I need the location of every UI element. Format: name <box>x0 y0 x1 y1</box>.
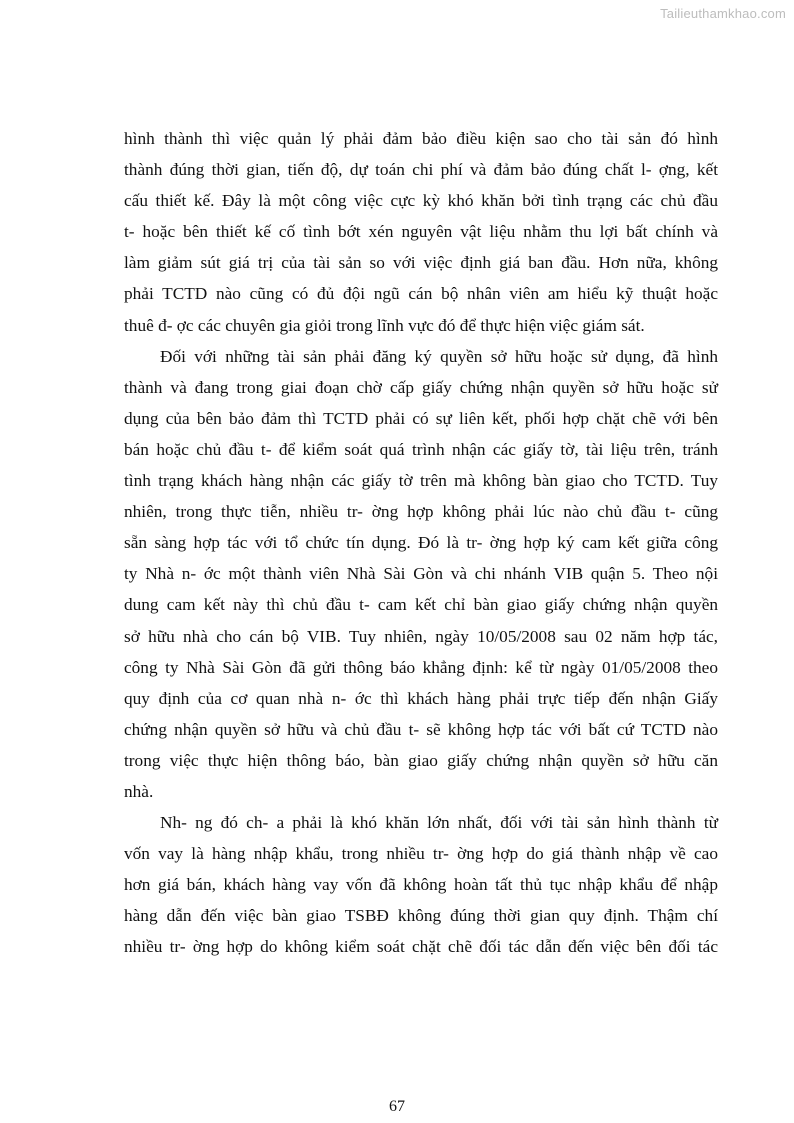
text-line: thuê đ- ợc các chuyên gia giỏi trong lĩnh vực đó để thực hiện việc giám sát. <box>124 315 645 335</box>
paragraph <box>124 341 718 807</box>
text-line: ty Nhà n- ớc một thành viên Nhà Sài Gòn và chi nhánh VIB quận 5. Theo nội <box>124 564 718 584</box>
text-line: phải TCTD nào cũng có đủ đội ngũ cán bộ nhân viên am hiểu kỹ thuật hoặc <box>124 284 718 304</box>
text-line: nhiều tr- ờng hợp do không kiểm soát chặt chẽ đối tác dẫn đến việc bên đối tác <box>124 937 718 957</box>
text-line: dụng của bên bảo đảm thì TCTD phải có sự liên kết, phối hợp chặt chẽ với bên <box>124 408 718 428</box>
text-line: bán hoặc chủ đầu t- để kiểm soát quá trình nhận các giấy tờ, tài liệu trên, tránh <box>124 439 718 459</box>
text-line: nhà. <box>124 781 154 801</box>
text-line: hình thành thì việc quản lý phải đảm bảo điều kiện sao cho tài sản đó hình <box>124 129 718 148</box>
text-line: thành đúng thời gian, tiến độ, dự toán chi phí và đảm bảo đúng chất l- ợng, kết <box>124 160 718 180</box>
paragraph <box>124 807 718 962</box>
text-line: Đối với những tài sản phải đăng ký quyền sở hữu hoặc sử dụng, đã hình <box>160 346 718 366</box>
watermark-text: Tailieuthamkhao.com <box>660 6 786 21</box>
text-line: sở hữu nhà cho cán bộ VIB. Tuy nhiên, ngày 10/05/2008 sau 02 năm hợp tác, <box>124 626 718 646</box>
page-number: 67 <box>389 1098 405 1115</box>
text-line: vốn vay là hàng nhập khẩu, trong nhiều tr- ờng hợp do giá thành nhập về cao <box>124 844 718 864</box>
text-line: cấu thiết kế. Đây là một công việc cực kỳ khó khăn bởi tình trạng các chủ đầu <box>124 191 718 211</box>
text-line: hơn giá bán, khách hàng vay vốn đã không hoàn tất thủ tục nhập khẩu để nhập <box>124 875 718 895</box>
document-body <box>124 123 718 963</box>
text-line: thành và đang trong giai đoạn chờ cấp giấy chứng nhận quyền sở hữu hoặc sử <box>124 377 718 397</box>
text-line: công ty Nhà Sài Gòn đã gửi thông báo khẳng định: kể từ ngày 01/05/2008 theo <box>124 657 718 677</box>
text-line: quy định của cơ quan nhà n- ớc thì khách hàng phải trực tiếp đến nhận Giấy <box>124 688 718 708</box>
text-line: sẵn sàng hợp tác với tổ chức tín dụng. Đó là tr- ờng hợp ký cam kết giữa công <box>124 533 718 553</box>
text-line: Nh- ng đó ch- a phải là khó khăn lớn nhất, đối với tài sản hình thành từ <box>160 813 718 833</box>
text-line: dung cam kết này thì chủ đầu t- cam kết chỉ bàn giao giấy chứng nhận quyền <box>124 595 718 615</box>
text-line: trong việc thực hiện thông báo, bàn giao giấy chứng nhận quyền sở hữu căn <box>124 750 718 770</box>
paragraph <box>124 123 718 341</box>
text-line: làm giảm sút giá trị của tài sản so với việc định giá ban đầu. Hơn nữa, không <box>124 253 718 273</box>
text-line: tình trạng khách hàng nhận các giấy tờ trên mà không bàn giao cho TCTD. Tuy <box>124 471 718 491</box>
text-line: hàng dẫn đến việc bàn giao TSBĐ không đúng thời gian quy định. Thậm chí <box>124 906 718 926</box>
text-line: t- hoặc bên thiết kế cố tình bớt xén nguyên vật liệu nhằm thu lợi bất chính và <box>124 222 718 242</box>
text-line: chứng nhận quyền sở hữu và chủ đầu t- sẽ không hợp tác với bất cứ TCTD nào <box>124 719 718 739</box>
text-line: nhiên, trong thực tiễn, nhiều tr- ờng hợp không phải lúc nào chủ đầu t- cũng <box>124 502 718 522</box>
